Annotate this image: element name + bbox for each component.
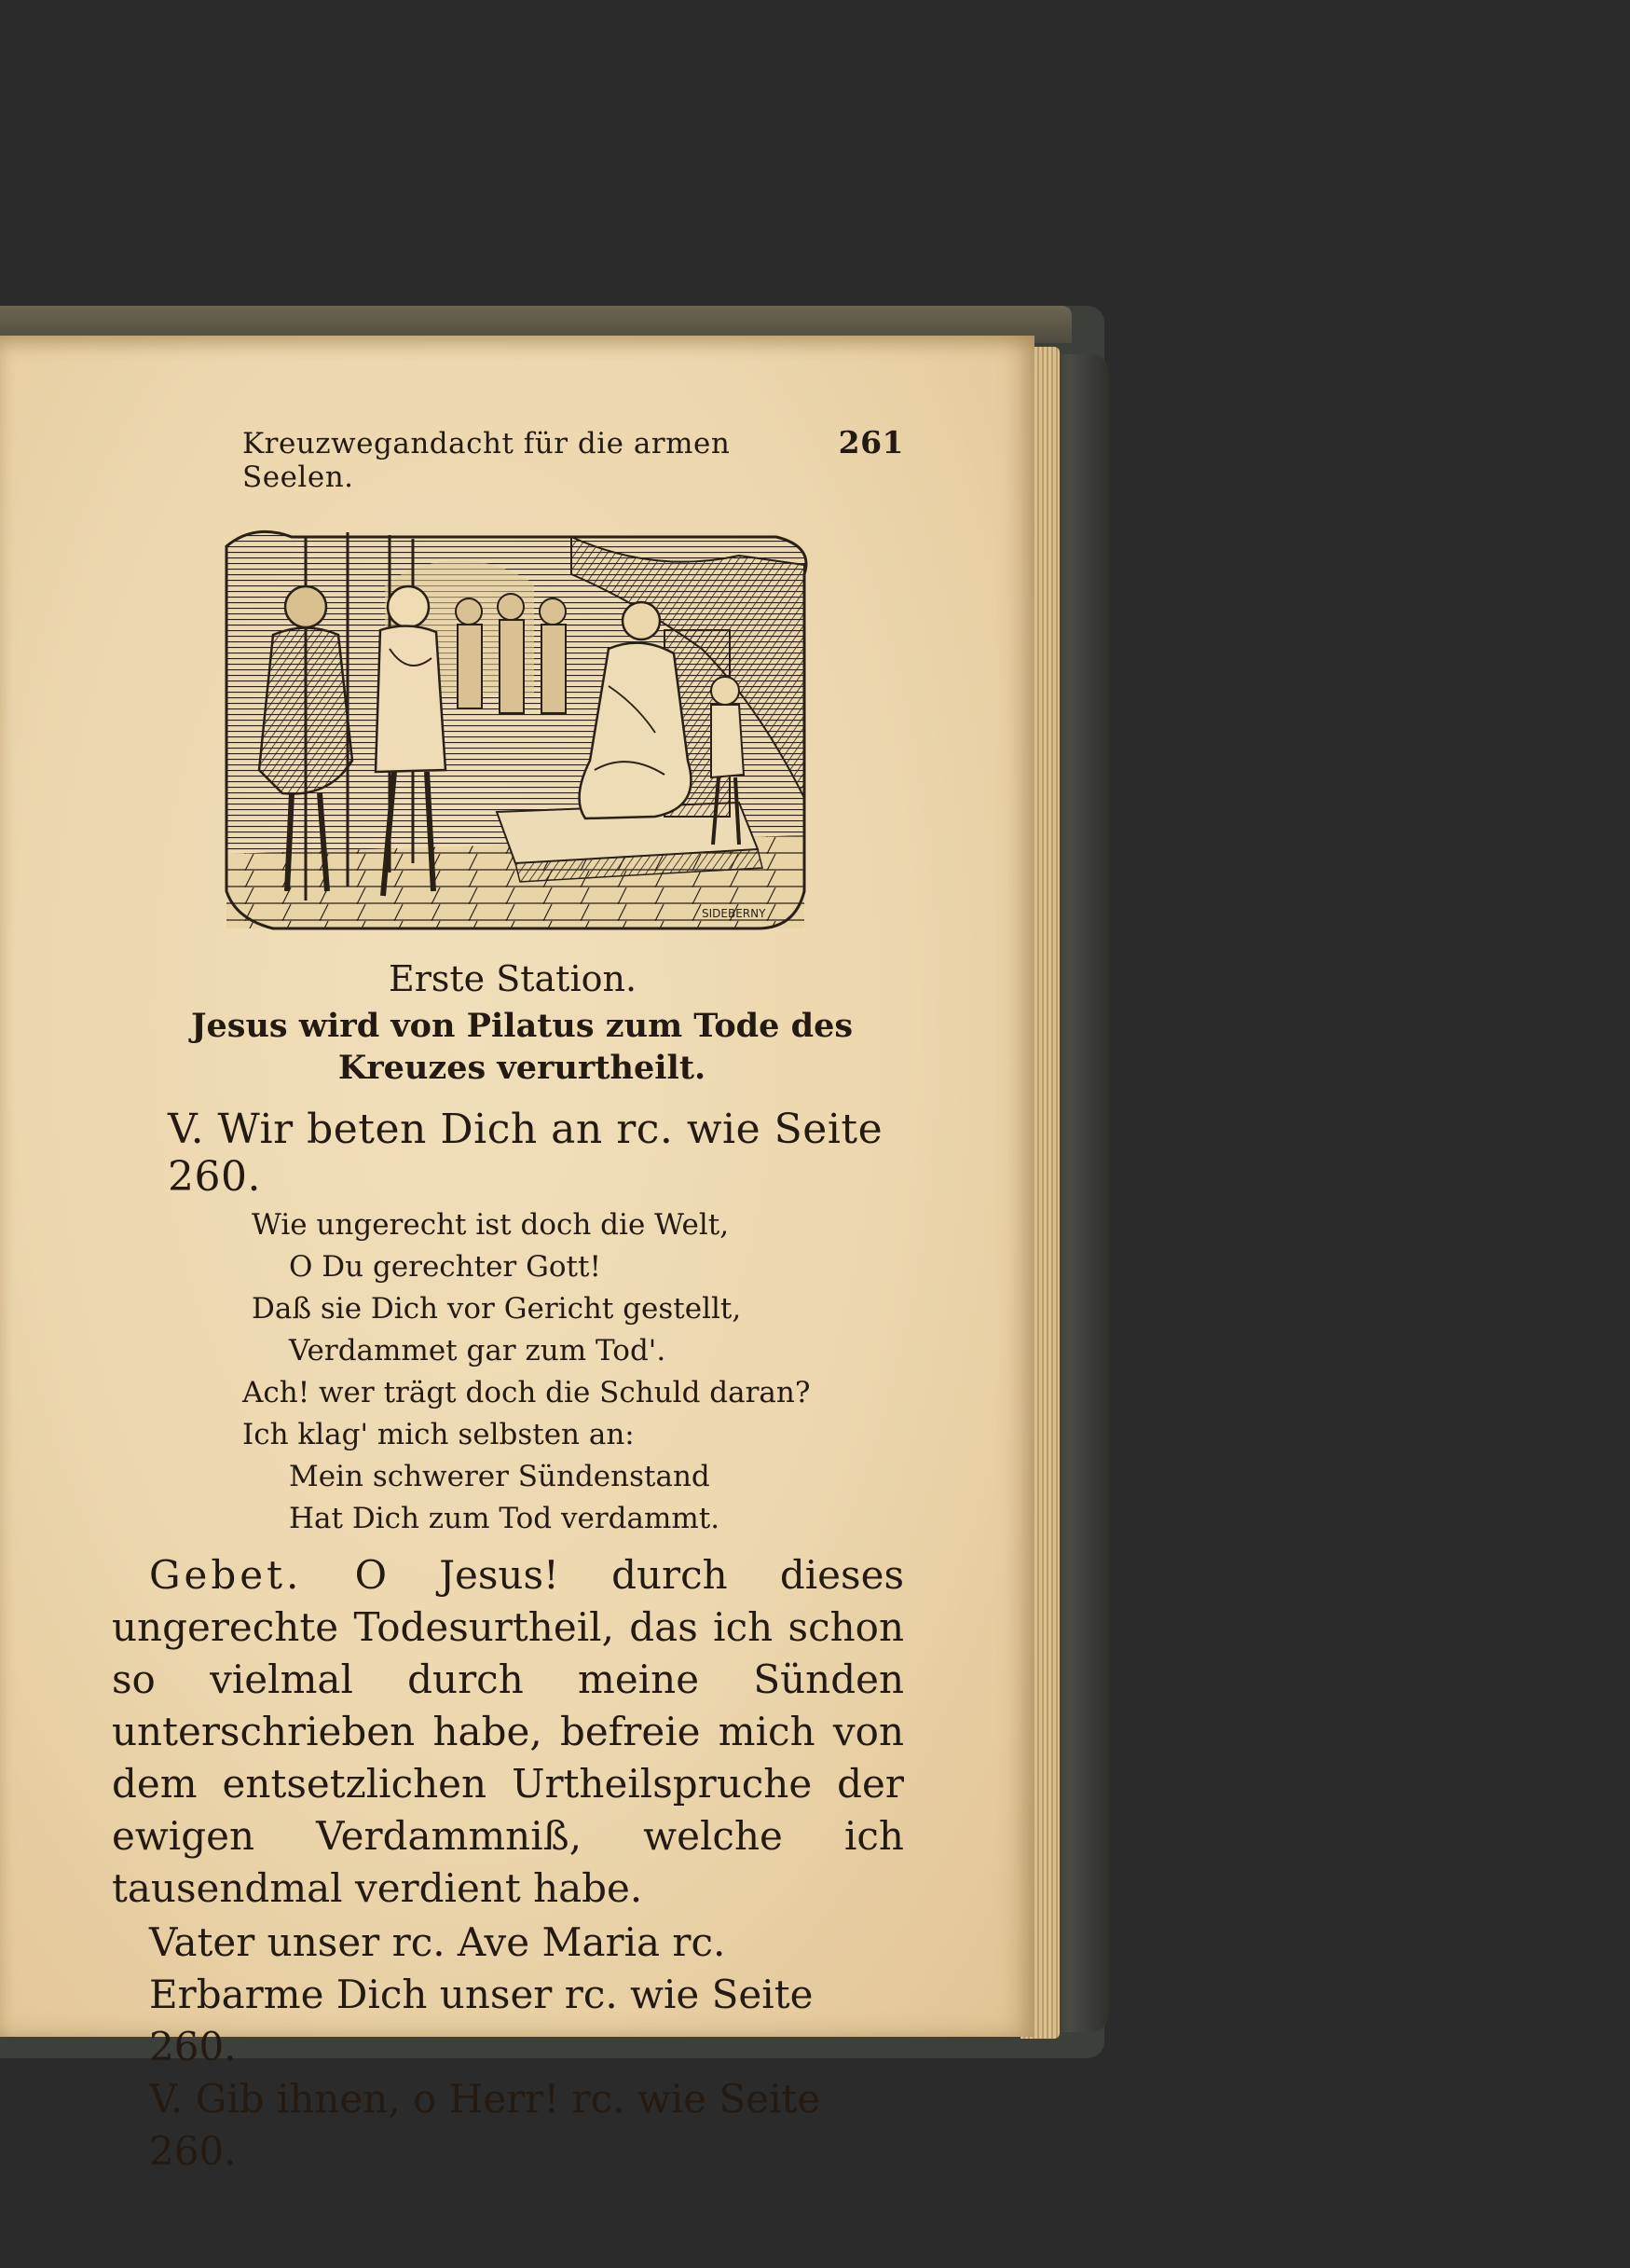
closing-line: V. Gib ihnen, o Herr! rc. wie Seite 260. xyxy=(149,2076,821,2174)
verse-line: Verdammet gar zum Tod'. xyxy=(289,1334,666,1368)
closing-line: Erbarme Dich unser rc. wie Seite 260. xyxy=(149,1972,814,2069)
prayer-lead: Gebet. xyxy=(149,1552,303,1598)
prayer-text: O Jesus! durch dieses ungerechte Todesurtheil, das ich schon so vielmal durch meine Sünden unterschrieben habe, befreie mich von dem entsetzlichen Urtheilspruche der ewigen Verdammniß, welche ich tausendmal verdient habe. xyxy=(112,1552,904,1911)
station-label: Erste Station. xyxy=(388,958,637,999)
page-content xyxy=(112,424,904,2178)
running-header xyxy=(242,424,904,494)
verse-line: Mein schwerer Sündenstand xyxy=(289,1460,710,1493)
running-title: Kreuzwegandacht für die armen Seelen. xyxy=(242,427,731,494)
engraver-signature: SIDEBERNY xyxy=(702,907,766,920)
verse-line: Hat Dich zum Tod verdammt. xyxy=(289,1502,720,1535)
page-number: 261 xyxy=(838,424,904,460)
verse-line: Ich klag' mich selbsten an: xyxy=(242,1418,635,1451)
book-page xyxy=(0,336,1034,2174)
engraving-illustration xyxy=(217,518,823,938)
engraving-image xyxy=(217,518,823,938)
verse-line: Ach! wer trägt doch die Schuld daran? xyxy=(242,1376,811,1409)
closing-line: Vater unser rc. Ave Maria rc. xyxy=(149,1919,726,1965)
verse-line: Wie ungerecht ist doch die Welt, xyxy=(252,1208,730,1242)
versicle-adoration: V. Wir beten Dich an rc. wie Seite 260. xyxy=(168,1106,883,1201)
prayer-paragraph xyxy=(112,1549,904,1915)
verse-line: Daß sie Dich vor Gericht gestellt, xyxy=(252,1292,742,1326)
closing-lines xyxy=(112,1917,904,2178)
verse-line: O Du gerechter Gott! xyxy=(289,1250,601,1284)
station-heading: Jesus wird von Pilatus zum Tode des Kreuzes verurtheilt. xyxy=(190,1007,854,1087)
hymn-verse xyxy=(112,1204,904,1540)
